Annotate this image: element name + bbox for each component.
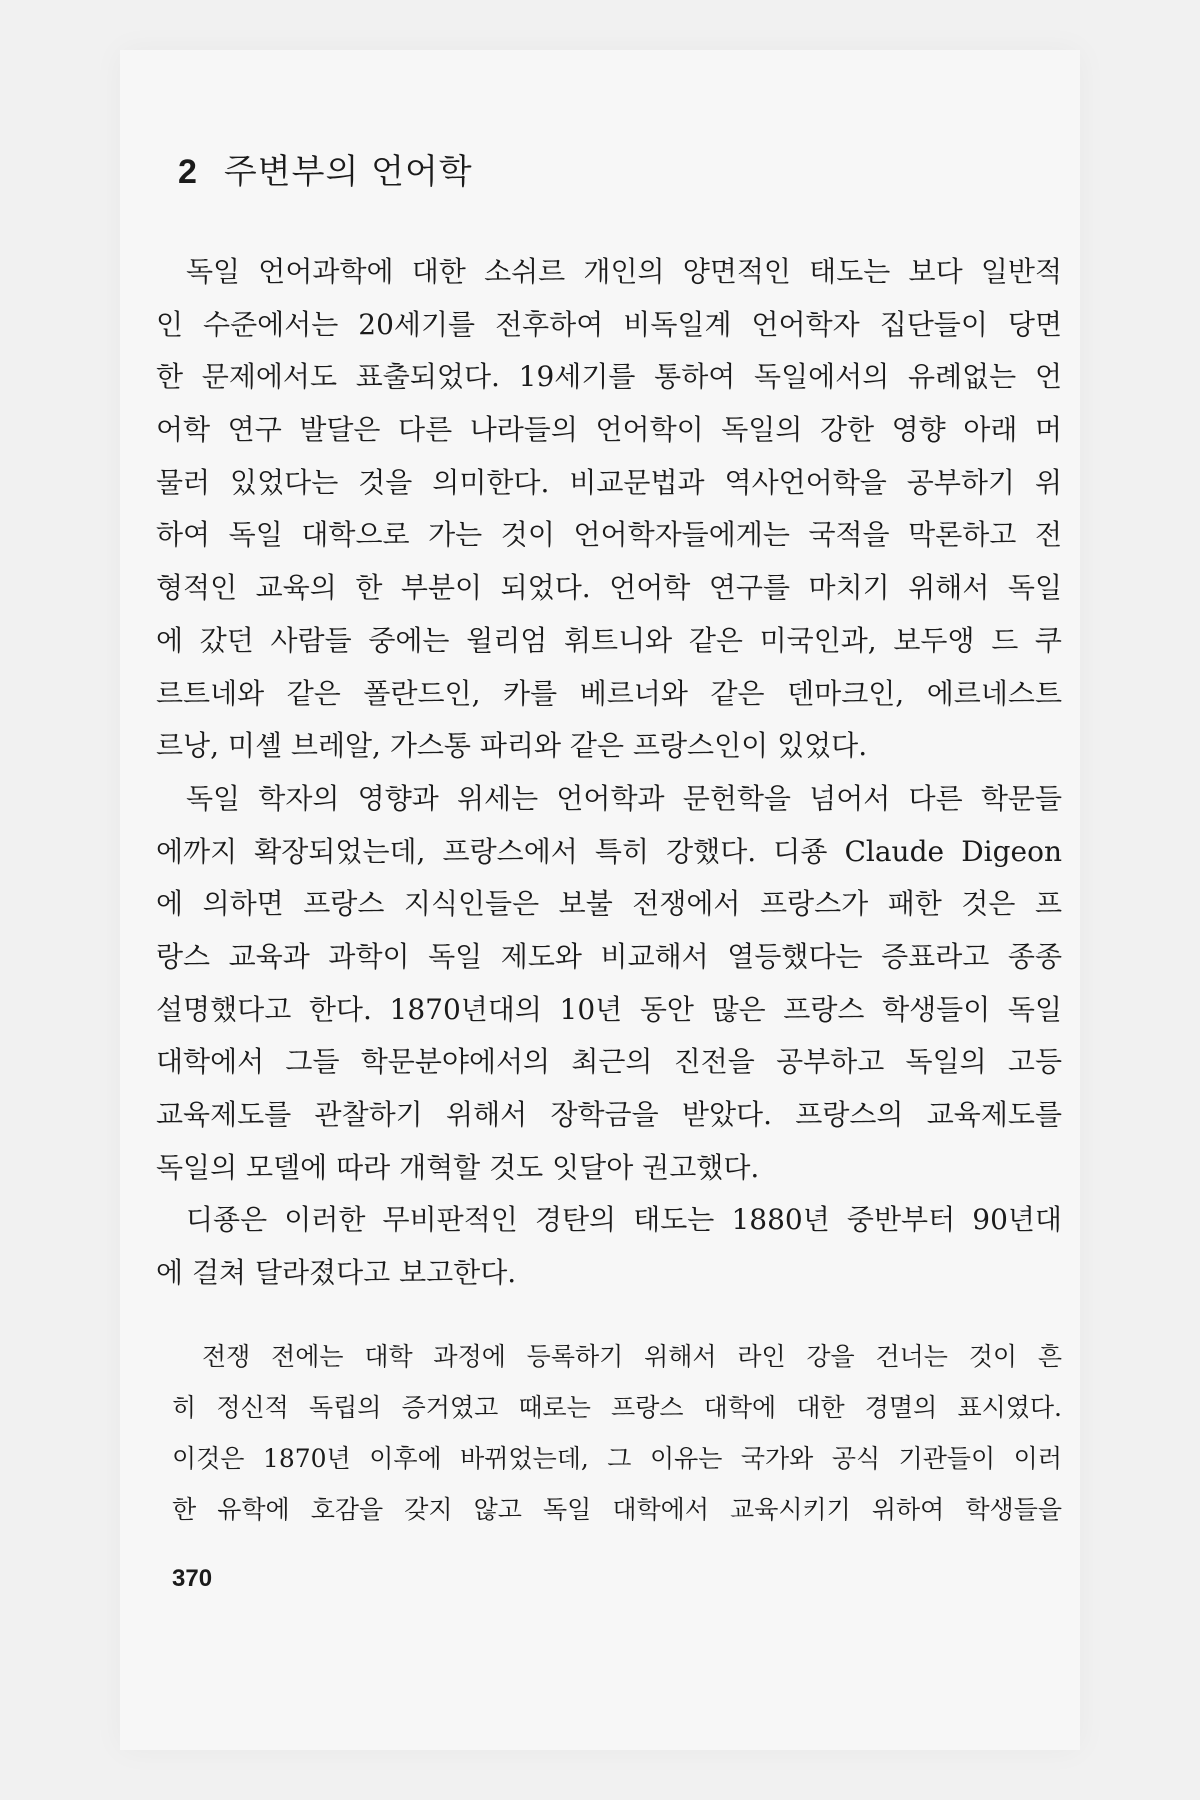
text-line: 에 의하면 프랑스 지식인들은 보불 전쟁에서 프랑스가 패한 것은 프 (156, 887, 1062, 921)
section-title: 주변부의 언어학 (223, 152, 473, 192)
text-line: 어학 연구 발달은 다른 나라들의 언어학이 독일의 강한 영향 아래 머 (156, 413, 1062, 447)
text-line: 교육제도를 관찰하기 위해서 장학금을 받았다. 프랑스의 교육제도를 (156, 1098, 1062, 1131)
block-quote (172, 1331, 1062, 1535)
text-line: 형적인 교육의 한 부분이 되었다. 언어학 연구를 마치기 위해서 독일 (156, 571, 1062, 605)
text-line: 설명했다고 한다. 1870년대의 10년 동안 많은 프랑스 학생들이 독일 (156, 992, 1062, 1026)
text-line: 한 문제에서도 표출되었다. 19세기를 통하여 독일에서의 유례없는 언 (156, 360, 1062, 394)
text-line: 에 갔던 사람들 중에는 윌리엄 휘트니와 같은 미국인과, 보두앵 드 쿠 (156, 623, 1062, 657)
quote-line: 히 정신적 독립의 증거였고 때로는 프랑스 대학에 대한 경멸의 표시였다. (172, 1393, 1062, 1422)
section-heading (178, 144, 473, 193)
main-text (156, 246, 1062, 1300)
text-line: 랑스 교육과 과학이 독일 제도와 비교해서 열등했다는 증표라고 종종 (156, 939, 1062, 973)
text-line: 인 수준에서는 20세기를 전후하여 비독일계 언어학자 집단들이 당면 (156, 307, 1062, 341)
book-page (120, 50, 1080, 1750)
section-number: 2 (178, 153, 198, 191)
quote-line: 전쟁 전에는 대학 과정에 등록하기 위해서 라인 강을 건너는 것이 흔 (202, 1342, 1062, 1371)
text-line: 독일의 모델에 따라 개혁할 것도 잇달아 권고했다. (156, 1150, 760, 1184)
text-line: 하여 독일 대학으로 가는 것이 언어학자들에게는 국적을 막론하고 전 (156, 518, 1062, 552)
quote-line: 한 유학에 호감을 갖지 않고 독일 대학에서 교육시키기 위하여 학생들을 (172, 1495, 1062, 1524)
text-line: 에까지 확장되었는데, 프랑스에서 특히 강했다. 디죵 Claude Digeon (156, 834, 1062, 868)
text-line: 르낭, 미셸 브레알, 가스통 파리와 같은 프랑스인이 있었다. (156, 729, 868, 763)
text-line: 디죵은 이러한 무비판적인 경탄의 태도는 1880년 중반부터 90년대 (186, 1203, 1062, 1237)
text-line: 물러 있었다는 것을 의미한다. 비교문법과 역사언어학을 공부하기 위 (156, 465, 1062, 499)
page-number: 370 (172, 1565, 213, 1592)
text-line: 독일 언어과학에 대한 소쉬르 개인의 양면적인 태도는 보다 일반적 (186, 255, 1062, 288)
text-line: 대학에서 그들 학문분야에서의 최근의 진전을 공부하고 독일의 고등 (156, 1045, 1062, 1079)
text-line: 독일 학자의 영향과 위세는 언어학과 문헌학을 넘어서 다른 학문들 (186, 781, 1062, 815)
quote-line: 이것은 1870년 이후에 바뀌었는데, 그 이유는 국가와 공식 기관들이 이러 (172, 1444, 1062, 1473)
text-line: 에 걸쳐 달라졌다고 보고한다. (156, 1256, 517, 1290)
text-line: 르트네와 같은 폴란드인, 카를 베르너와 같은 덴마크인, 에르네스트 (156, 676, 1062, 710)
